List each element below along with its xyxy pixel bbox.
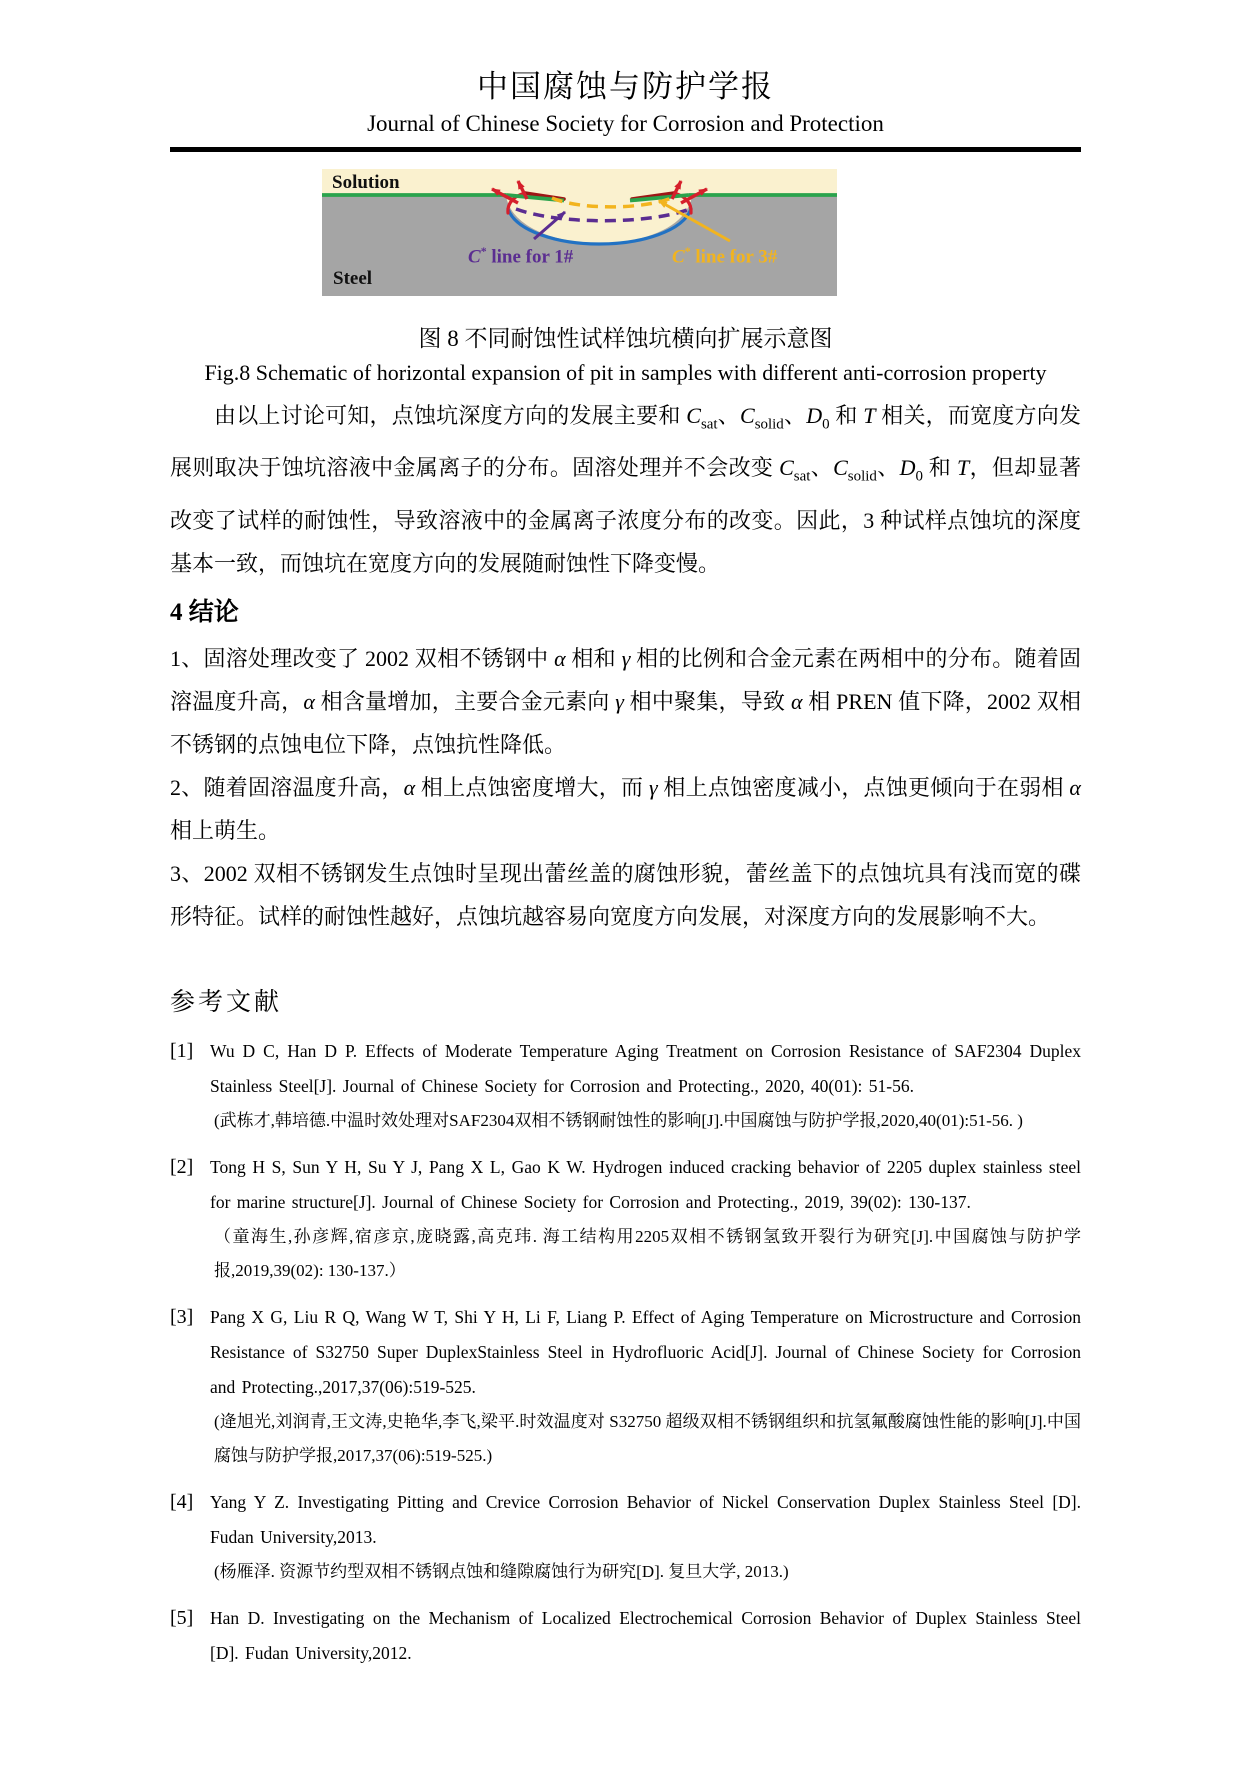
- references-heading: 参考文献: [170, 988, 283, 1016]
- reference-text-en: Pang X G, Liu R Q, Wang W T, Shi Y H, Li F, Liang P. Effect of Aging Temperature on Microstructure and Corrosion Resistance of S32750 Super DuplexStainless Steel in Hydrofluoric Acid[J]. Journal of Chinese Society for Corrosion and Protecting.,2017,37(06):519-525.: [210, 1306, 1082, 1397]
- reference-item-3: [170, 1300, 1081, 1473]
- reference-number: [5]: [170, 1606, 194, 1629]
- journal-title-zh: 中国腐蚀与防护学报: [477, 69, 774, 104]
- reference-body: [210, 1034, 1081, 1138]
- reference-text-zh: (武栋才,韩培德.中温时效处理对SAF2304双相不锈钢耐蚀性的影响[J].中国腐蚀与防护学报,2020,40(01):51-56. ): [214, 1110, 1023, 1130]
- reference-item-4: [170, 1485, 1081, 1589]
- conclusion-item-1: 1、固溶处理改变了 2002 双相不锈钢中 α 相和 γ 相的比例和合金元素在两相中的分布。随着固溶温度升高，α 相含量增加，主要合金元素向 γ 相中聚集，导致 α 相 PREN 值下降，2002 双相不锈钢的点蚀电位下降，点蚀抗性降低。: [170, 645, 1081, 757]
- journal-header: [170, 68, 1081, 152]
- reference-body: [210, 1150, 1081, 1288]
- reference-text-en: Tong H S, Sun Y H, Su Y J, Pang X L, Gao K W. Hydrogen induced cracking behavior of 2205 duplex stainless steel for marine structure[J]. Journal of Chinese Society for Corrosion and Protecting., 2019, 39(02): 130-137.: [210, 1156, 1081, 1212]
- star-superscript: *: [684, 245, 691, 258]
- reference-item-1: [170, 1034, 1081, 1138]
- reference-item-5: [170, 1601, 1081, 1671]
- reference-text-en: Wu D C, Han D P. Effects of Moderate Temperature Aging Treatment on Corrosion Resistance of SAF2304 Duplex Stainless Steel[J]. Journal of Chinese Society for Corrosion and Protecting., 2020, 40(01): 51-56.: [210, 1040, 1081, 1096]
- reference-text-en: Han D. Investigating on the Mechanism of Localized Electrochemical Corrosion Behavior of Duplex Stainless Steel [D]. Fudan University,2012.: [210, 1607, 1081, 1663]
- reference-body: [210, 1485, 1081, 1589]
- conclusion-item-2: 2、随着固溶温度升高，α 相上点蚀密度增大，而 γ 相上点蚀密度减小，点蚀更倾向于在弱相 α 相上萌生。: [170, 774, 1081, 843]
- c-symbol: C: [468, 246, 481, 268]
- reference-number: [2]: [170, 1155, 194, 1178]
- reference-number: [3]: [170, 1305, 194, 1328]
- steel-label: Steel: [333, 268, 373, 289]
- c-line-1-label: [468, 241, 573, 267]
- figure-8: [170, 169, 1081, 387]
- reference-text-en: Yang Y Z. Investigating Pitting and Crevice Corrosion Behavior of Nickel Conservation Duplex Stainless Steel [D]. Fudan University,2013.: [210, 1491, 1081, 1547]
- reference-number: [1]: [170, 1039, 194, 1062]
- reference-number: [4]: [170, 1490, 194, 1513]
- c-line-1-label-text: line for 1#: [486, 246, 574, 268]
- journal-title-en: Journal of Chinese Society for Corrosion and Protection: [367, 111, 884, 136]
- reference-text-zh: (逄旭光,刘润青,王文涛,史艳华,李飞,梁平.时效温度对 S32750 超级双相不锈钢组织和抗氢氟酸腐蚀性能的影响[J].中国腐蚀与防护学报,2017,37(06):519-525.): [214, 1411, 1081, 1465]
- c-line-3-label: [672, 241, 777, 267]
- reference-item-2: [170, 1150, 1081, 1288]
- reference-body: [210, 1601, 1081, 1671]
- pit-schematic: [322, 169, 837, 296]
- header-rule: [170, 147, 1081, 152]
- section-heading-conclusions: 4 结论: [170, 598, 239, 626]
- reference-text-zh: （童海生,孙彦辉,宿彦京,庞晓露,高克玮. 海工结构用2205双相不锈钢氢致开裂行为研究[J].中国腐蚀与防护学报,2019,39(02): 130-137.）: [214, 1226, 1081, 1280]
- conclusion-item-3: 3、2002 双相不锈钢发生点蚀时呈现出蕾丝盖的腐蚀形貌，蕾丝盖下的点蚀坑具有浅而宽的碟形特征。试样的耐蚀性越好，点蚀坑越容易向宽度方向发展，对深度方向的发展影响不大。: [170, 860, 1081, 929]
- discussion-paragraph: 由以上讨论可知，点蚀坑深度方向的发展主要和 $C_{sat}$、$C_{solid}$、$D_0$ 和 T 相关，而宽度方向发展则取决于蚀坑溶液中金属离子的分布。固溶处理并不会改变 $C_{sat}$、$C_{solid}$、$D_0$ 和 T，但却显著改变了试样的耐蚀性，导致溶液中的金属离子浓度分布的改变。因此，3 种试样点蚀坑的深度基本一致，而蚀坑在宽度方向的发展随耐蚀性下降变慢。: [170, 403, 1081, 576]
- figure-caption-zh: 图 8 不同耐蚀性试样蚀坑横向扩展示意图: [418, 326, 833, 351]
- c-symbol: C: [672, 246, 685, 268]
- star-superscript: *: [480, 245, 487, 258]
- reference-body: [210, 1300, 1081, 1473]
- references-list: [170, 1034, 1081, 1671]
- reference-text-zh: (杨雁泽. 资源节约型双相不锈钢点蚀和缝隙腐蚀行为研究[D]. 复旦大学, 2013.): [214, 1561, 789, 1581]
- figure-caption-en: Fig.8 Schematic of horizontal expansion of pit in samples with different anti-corrosion property: [204, 360, 1047, 385]
- solution-label: Solution: [332, 172, 400, 193]
- c-line-3-label-text: line for 3#: [690, 246, 778, 268]
- figure-caption: [170, 324, 1081, 387]
